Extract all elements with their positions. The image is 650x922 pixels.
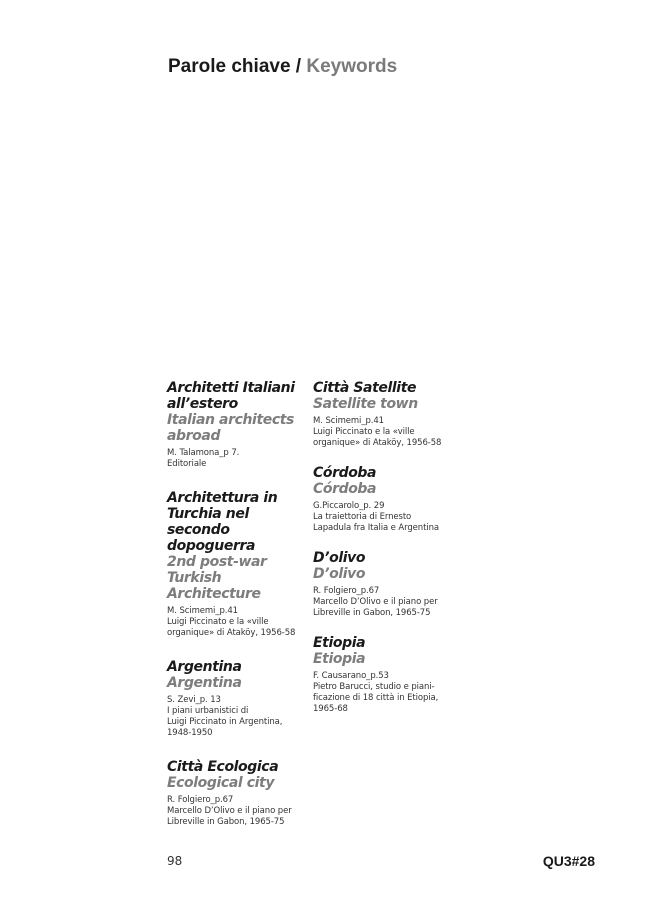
reference (167, 695, 307, 739)
reference (167, 606, 307, 639)
reference-line: 1965-68 (313, 704, 348, 714)
term-english (167, 412, 307, 444)
reference (313, 671, 463, 715)
term-english (313, 396, 463, 412)
term-italian-line: Córdoba (313, 465, 377, 481)
term-italian (313, 550, 463, 566)
keyword-entry (313, 635, 463, 715)
term-italian (313, 465, 463, 481)
reference-line: Libreville in Gabon, 1965-75 (313, 608, 431, 618)
term-italian-line: Città Satellite (313, 380, 417, 396)
journal-code: QU3#28 (542, 853, 595, 869)
term-english-line: Italian architects (167, 412, 294, 428)
reference-line: R. Folgiero_p.67 (313, 586, 380, 596)
term-italian-line: all’estero (167, 396, 238, 412)
keyword-entry (313, 550, 463, 619)
reference-line: Pietro Barucci, studio e piani- (313, 682, 435, 692)
term-english (313, 481, 463, 497)
reference-line: La traiettoria di Ernesto (313, 512, 412, 522)
reference-line: organique» di Ataköy, 1956-58 (313, 438, 442, 448)
reference-line: Lapadula fra Italia e Argentina (313, 523, 439, 533)
term-english-line: Ecological city (167, 775, 275, 791)
term-italian (313, 635, 463, 651)
keyword-entry (167, 380, 307, 470)
term-italian-line: Città Ecologica (167, 759, 279, 775)
term-english-line: abroad (167, 428, 221, 444)
reference-line: ficazione di 18 città in Etiopia, (313, 693, 439, 703)
page-title (168, 56, 397, 78)
reference-line: G.Piccarolo_p. 29 (313, 501, 385, 511)
reference-line: Marcello D’Olivo e il piano per (313, 597, 438, 607)
page-number: 98 (167, 854, 183, 868)
reference (313, 416, 463, 449)
term-italian-line: dopoguerra (167, 538, 256, 554)
reference-line: Marcello D’Olivo e il piano per (167, 806, 292, 816)
term-italian-line: Architettura in (167, 490, 278, 506)
term-english-line: Argentina (167, 675, 242, 691)
title-italian: Parole chiave / (168, 56, 302, 77)
reference-line: 1948-1950 (167, 728, 213, 738)
term-italian (167, 380, 307, 412)
reference-line: Luigi Piccinato e la «ville (167, 617, 269, 627)
term-english-line: D’olivo (313, 566, 366, 582)
term-english (313, 566, 463, 582)
term-english-line: 2nd post-war (167, 554, 267, 570)
reference-line: R. Folgiero_p.67 (167, 795, 234, 805)
keyword-entry (167, 759, 307, 828)
term-italian-line: Architetti Italiani (167, 380, 295, 396)
term-italian (167, 490, 307, 554)
term-italian (313, 380, 463, 396)
term-english-line: Turkish (167, 570, 222, 586)
term-italian (167, 759, 307, 775)
term-italian (167, 659, 307, 675)
reference (167, 448, 307, 470)
title-english: Keywords (306, 56, 398, 77)
reference-line: Luigi Piccinato in Argentina, (167, 717, 283, 727)
reference (313, 586, 463, 619)
reference (167, 795, 307, 828)
term-italian-line: Etiopia (313, 635, 366, 651)
keyword-entry (313, 465, 463, 534)
term-italian-line: D’olivo (313, 550, 366, 566)
reference-line: organique» di Ataköy, 1956-58 (167, 628, 296, 638)
reference-line: I piani urbanistici di (167, 706, 249, 716)
keywords-left-column (167, 380, 307, 828)
term-english (167, 775, 307, 791)
reference-line: Libreville in Gabon, 1965-75 (167, 817, 285, 827)
term-italian-line: Turchia nel secondo (167, 506, 249, 538)
term-english (313, 651, 463, 667)
reference-line: M. Scimemi_p.41 (167, 606, 238, 616)
reference-line: M. Scimemi_p.41 (313, 416, 384, 426)
keyword-entry (167, 659, 307, 739)
keyword-entry (313, 380, 463, 449)
term-italian-line: Argentina (167, 659, 242, 675)
term-english-line: Architecture (167, 586, 261, 602)
reference-line: M. Talamona_p 7. (167, 448, 240, 458)
reference-line: S. Zevi_p. 13 (167, 695, 221, 705)
term-english (167, 675, 307, 691)
reference-line: Editoriale (167, 459, 207, 469)
keyword-entry (167, 490, 307, 639)
reference-line: Luigi Piccinato e la «ville (313, 427, 415, 437)
term-english-line: Córdoba (313, 481, 377, 497)
keywords-right-column (313, 380, 463, 715)
term-english-line: Etiopia (313, 651, 366, 667)
term-english (167, 554, 307, 602)
term-english-line: Satellite town (313, 396, 418, 412)
reference-line: F. Causarano_p.53 (313, 671, 389, 681)
reference (313, 501, 463, 534)
